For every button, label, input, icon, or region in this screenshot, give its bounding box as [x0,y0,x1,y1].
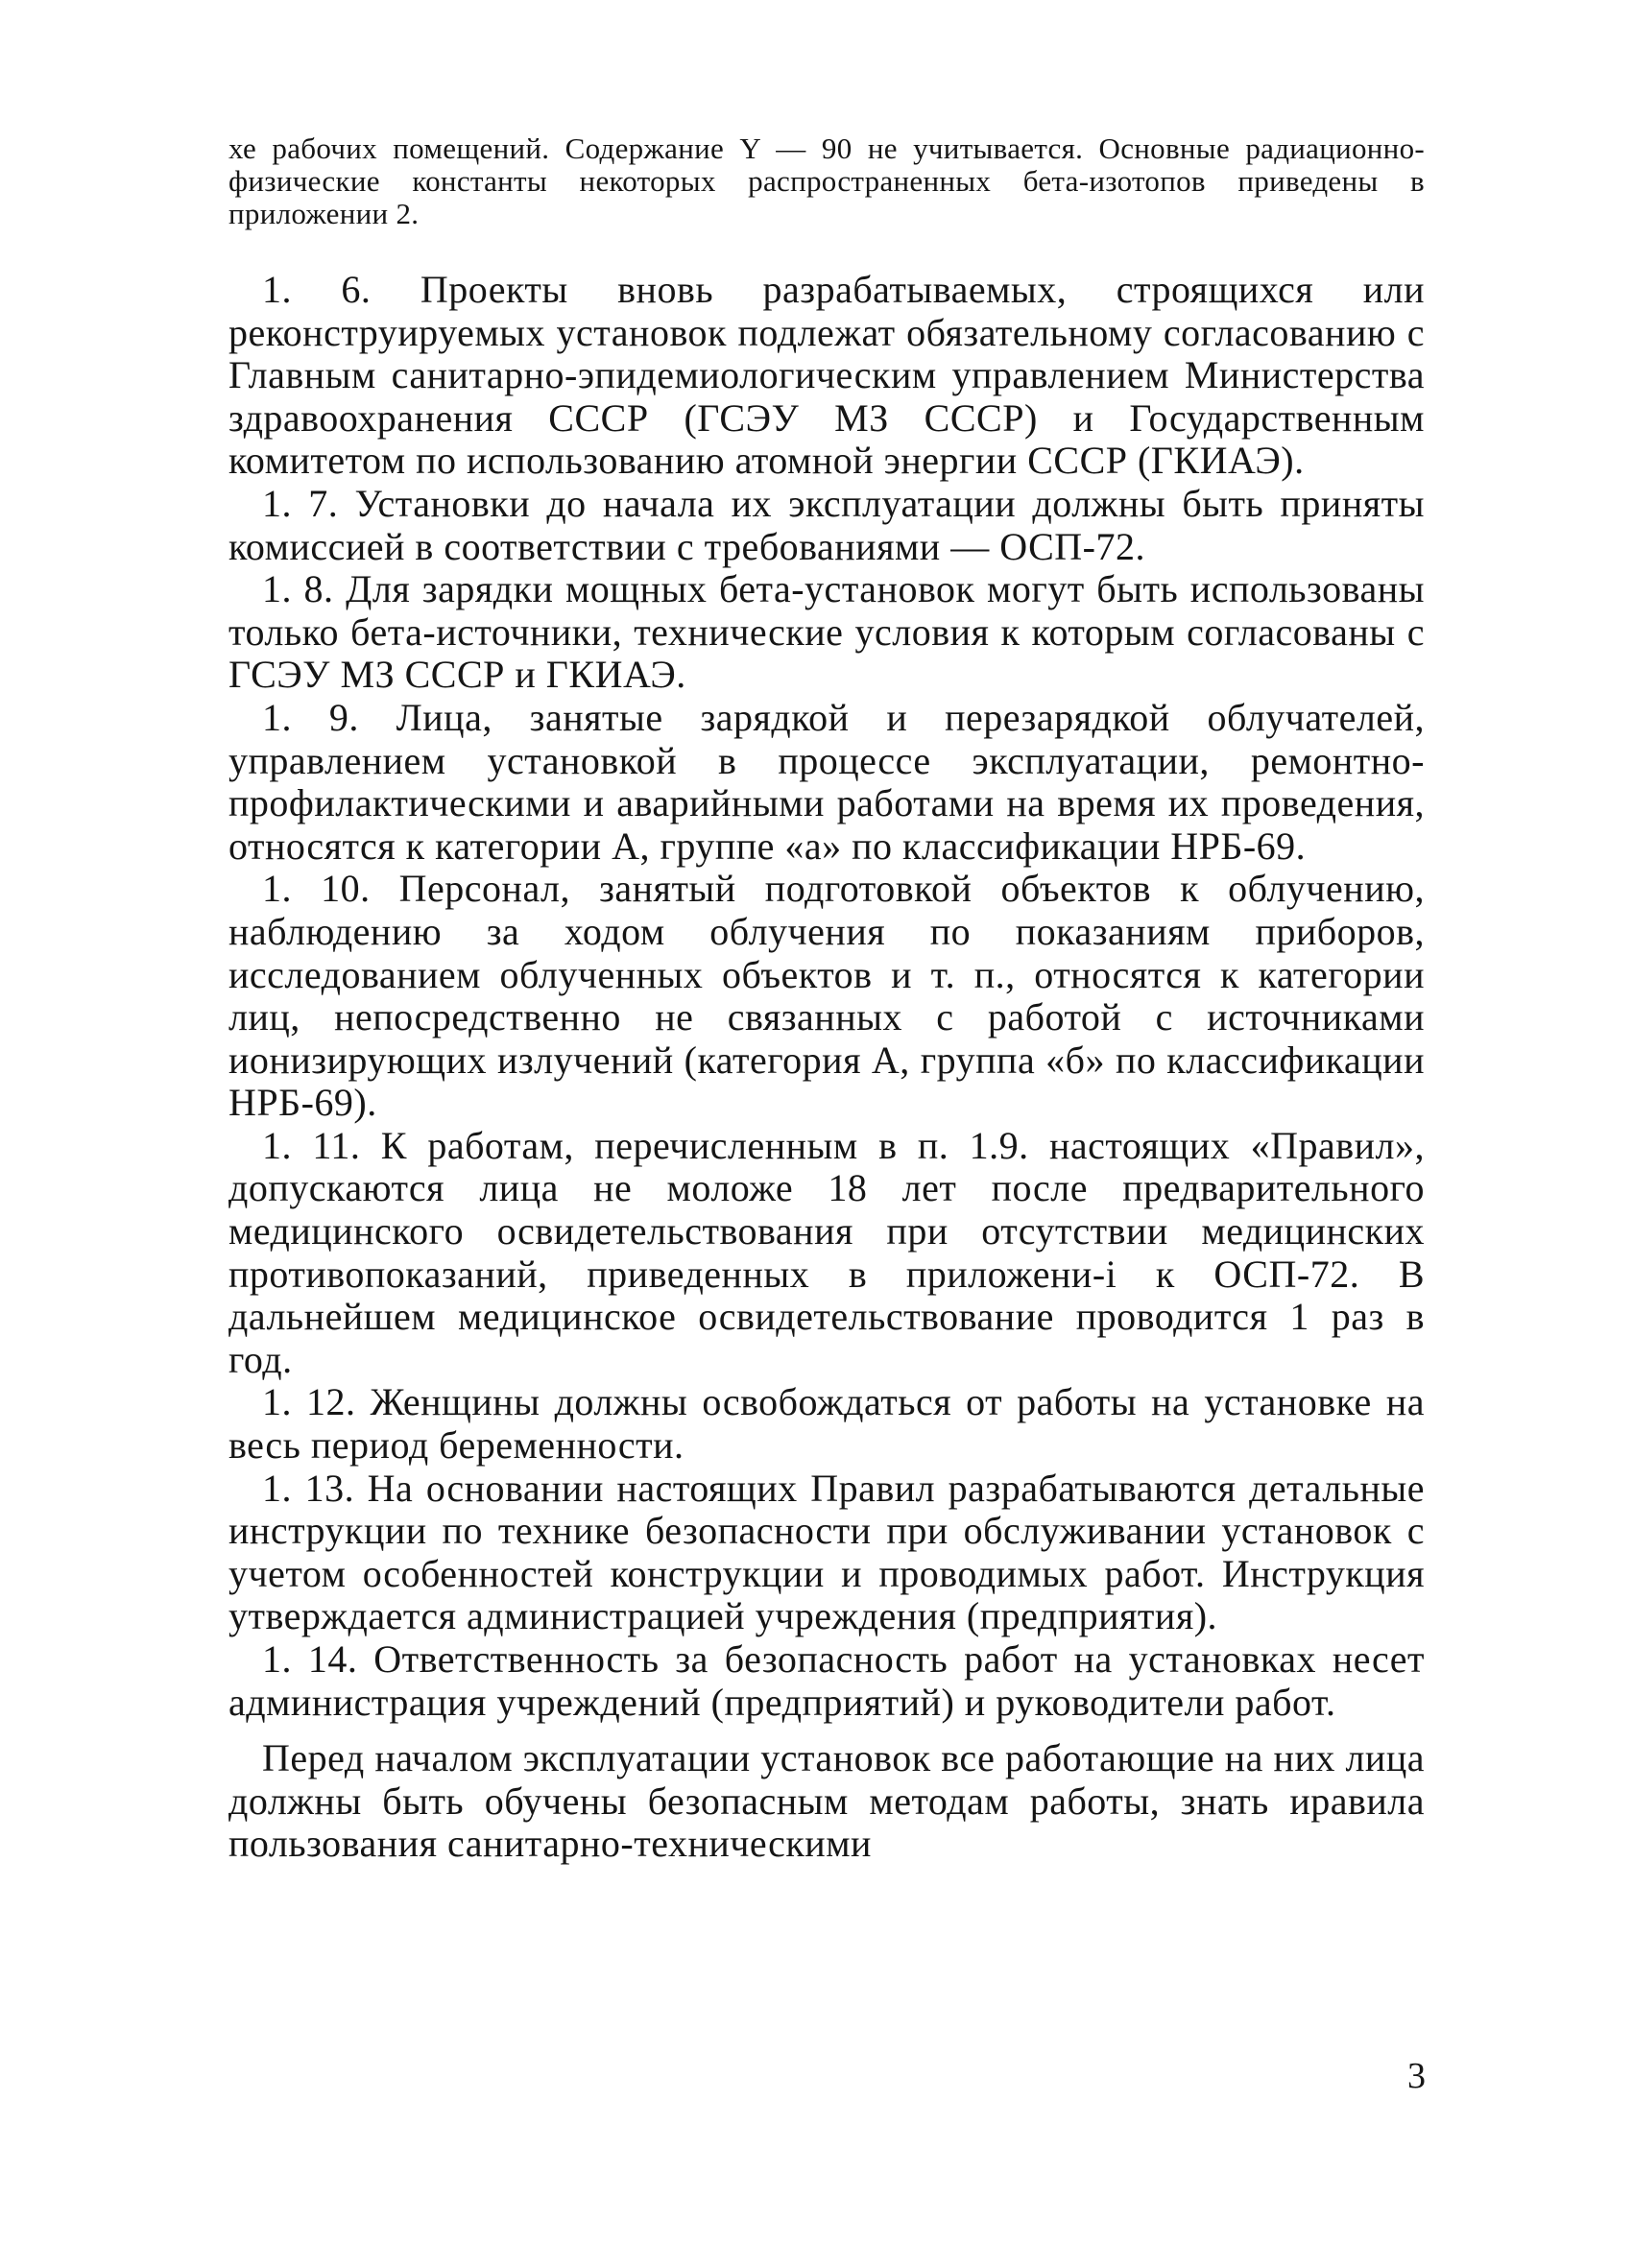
paragraph-1-10: 1. 10. Персонал, занятый подготовкой объектов к облучению, наблюдению за ходом облучения по показаниям приборов, исследованием облученных объектов и т. п., относятся к категории лиц, непосредственно не связанных с работой с источниками ионизирующих излучений (категория А, группа «б» по классификации НРБ-69). [228,867,1425,1125]
paragraph-1-14: 1. 14. Ответственность за безопасность работ на установках несет администрация учреждений (предприятий) и руководители работ. [228,1637,1425,1724]
document-page [228,132,1425,1866]
paragraph-1-7: 1. 7. Установки до начала их эксплуатации должны быть приняты комиссией в соответствии с требованиями — ОСП-72. [228,481,1425,568]
paragraph-training: Перед началом эксплуатации установок все работающие на них лица должны быть обучены безопасным методам работы, знать иравила пользования санитарно-техническими [228,1736,1425,1866]
paragraph-1-6: 1. 6. Проекты вновь разрабатываемых, строящихся или реконструируемых установок подлежат обязательному согласованию с Главным санитарно-эпидемиологическим управлением Министерства здравоохранения СССР (ГСЭУ МЗ СССР) и Государственным комитетом по использованию атомной энергии СССР (ГКИАЭ). [228,268,1425,483]
paragraph-1-9: 1. 9. Лица, занятые зарядкой и перезарядкой облучателей, управлением установкой в процессе эксплуатации, ремонтно-профилактическими и аварийными работами на время их проведения, относятся к категории А, группе «а» по классификации НРБ-69. [228,695,1425,868]
paragraph-1-11: 1. 11. К работам, перечисленным в п. 1.9. настоящих «Правил», допускаются лица не моложе 18 лет после предварительного медицинского освидетельствования при отсутствии медицинских противопоказаний, приведенных в приложени-і к ОСП-72. В дальнейшем медицинское освидетельствование проводится 1 раз в год. [228,1123,1425,1381]
intro-paragraph: хе рабочих помещений. Содержание Y — 90 не учитывается. Основные радиационно-физические константы некоторых распространенных бета-изотопов приведены в приложении 2. [228,131,1425,230]
paragraph-1-8: 1. 8. Для зарядки мощных бета-установок могут быть использованы только бета-источники, технические условия к которым согласованы с ГСЭУ МЗ СССР и ГКИАЭ. [228,567,1425,697]
paragraph-1-13: 1. 13. На основании настоящих Правил разрабатываются детальные инструкции по технике безопасности при обслуживании установок с учетом особенностей конструкции и проводимых работ. Инструкция утверждается администрацией учреждения (предприятия). [228,1466,1425,1638]
page-number: 3 [1407,2056,1426,2096]
paragraph-1-12: 1. 12. Женщины должны освобождаться от работы на установке на весь период беременности. [228,1380,1425,1468]
